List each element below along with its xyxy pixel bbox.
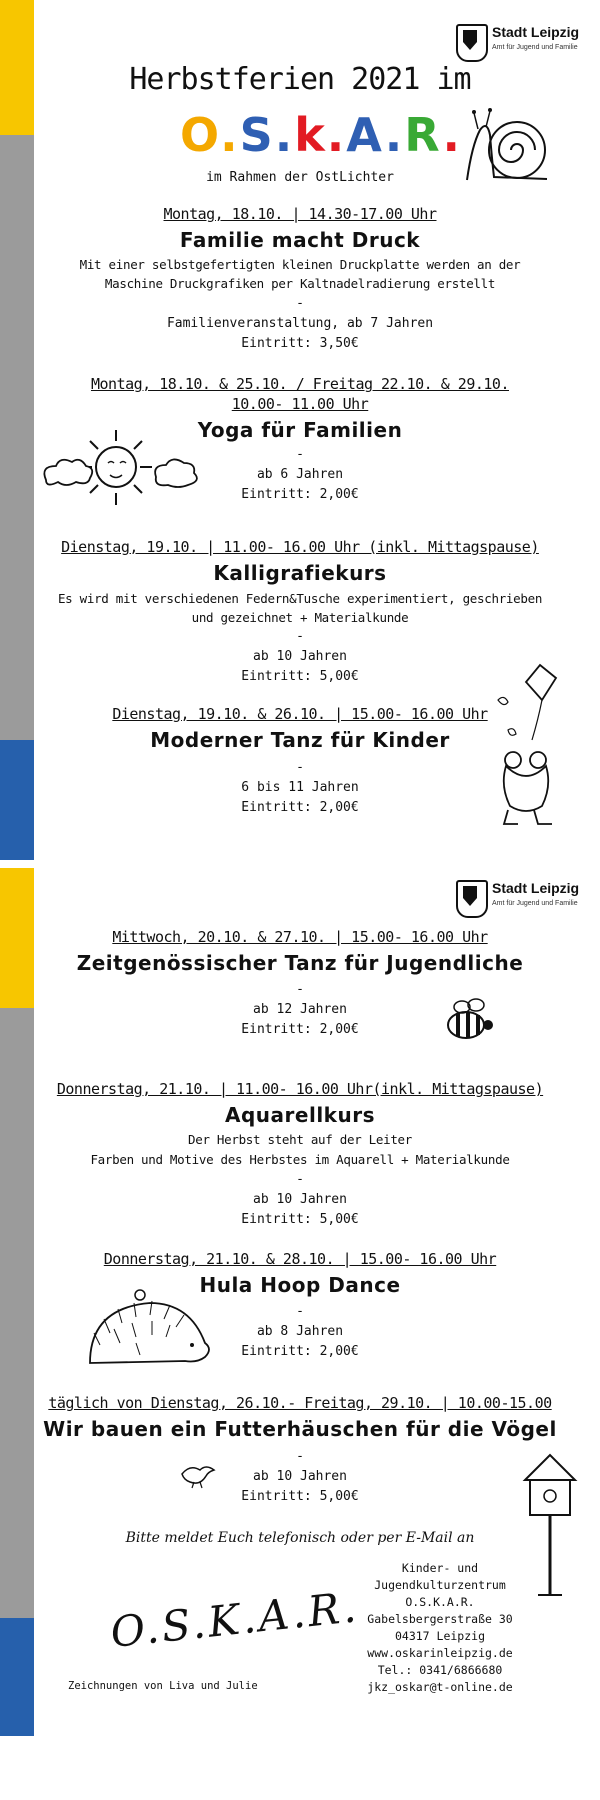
event-8-age: ab 10 Jahren bbox=[253, 1469, 347, 1484]
event-7-fee: Eintritt: 2,00€ bbox=[241, 1344, 359, 1359]
contact-line: Tel.: 0341/6866680 bbox=[377, 1663, 503, 1677]
oskar-letter: . bbox=[220, 108, 240, 162]
event-4-separator: - bbox=[296, 760, 304, 775]
event-4-fee: Eintritt: 2,00€ bbox=[241, 800, 359, 815]
event-8-separator: - bbox=[296, 1449, 304, 1464]
logo-name: Stadt Leipzig bbox=[492, 880, 580, 896]
event-8-date: täglich von Dienstag, 26.10.- Freitag, 29.10. | 10.00-15.00 bbox=[48, 1394, 552, 1412]
event-3-fee: Eintritt: 5,00€ bbox=[241, 669, 359, 684]
event-3-desc-2: und gezeichnet + Materialkunde bbox=[191, 610, 409, 625]
contact-line: O.S.K.A.R. bbox=[405, 1595, 475, 1609]
event-7-age: ab 8 Jahren bbox=[256, 1324, 344, 1339]
contact-line: jkz_oskar@t-online.de bbox=[367, 1680, 513, 1694]
event-3-separator: - bbox=[296, 629, 304, 644]
event-7-date: Donnerstag, 21.10. & 28.10. | 15.00- 16.00 Uhr bbox=[103, 1250, 497, 1268]
oskar-footer-logo: O.S.K.A.R. bbox=[108, 1582, 362, 1657]
stripe-yellow-top bbox=[0, 0, 34, 135]
cta-text: Bitte meldet Euch telefonisch oder per E-Mail an bbox=[125, 1530, 475, 1546]
event-6-age: ab 10 Jahren bbox=[253, 1192, 347, 1207]
contact-line: Kinder- und bbox=[401, 1561, 479, 1575]
event-4-date: Dienstag, 19.10. & 26.10. | 15.00- 16.00 Uhr bbox=[112, 705, 488, 723]
event-5-title: Zeitgenössischer Tanz für Jugendliche bbox=[76, 951, 524, 975]
bird-drawing bbox=[178, 1460, 218, 1490]
coat-of-arms-icon bbox=[456, 880, 488, 918]
contact-line: www.oskarinleipzig.de bbox=[367, 1646, 513, 1660]
event-5-date: Mittwoch, 20.10. & 27.10. | 15.00- 16.00 Uhr bbox=[112, 928, 488, 946]
stripe-blue-bottom bbox=[0, 1618, 34, 1736]
oskar-letter: . bbox=[326, 108, 347, 162]
event-6-desc-1: Der Herbst steht auf der Leiter bbox=[188, 1132, 412, 1147]
coat-of-arms-icon bbox=[456, 24, 488, 62]
frog-kite-drawing bbox=[478, 660, 588, 830]
oskar-letter: O bbox=[180, 108, 221, 162]
event-4-age: 6 bis 11 Jahren bbox=[241, 780, 359, 795]
event-1-fee: Eintritt: 3,50€ bbox=[241, 336, 359, 351]
stripe-yellow-bottom bbox=[0, 868, 34, 1008]
event-7-separator: - bbox=[296, 1304, 304, 1319]
event-4-title: Moderner Tanz für Kinder bbox=[150, 728, 450, 752]
event-3-date: Dienstag, 19.10. | 11.00- 16.00 Uhr (inkl. Mittagspause) bbox=[61, 538, 539, 556]
oskar-letter: A bbox=[346, 108, 385, 162]
oskar-letter: k bbox=[294, 108, 327, 162]
event-1-date: Montag, 18.10. | 14.30-17.00 Uhr bbox=[163, 205, 437, 223]
event-5-fee: Eintritt: 2,00€ bbox=[241, 1022, 359, 1037]
subtitle: im Rahmen der OstLichter bbox=[206, 170, 394, 185]
stadt-leipzig-logo bbox=[456, 22, 596, 62]
event-6-separator: - bbox=[296, 1172, 304, 1187]
oskar-wordmark bbox=[180, 108, 462, 162]
drawing-credit: Zeichnungen von Liva und Julie bbox=[68, 1680, 258, 1692]
snail-drawing bbox=[462, 105, 552, 190]
stripe-blue-top bbox=[0, 740, 34, 860]
event-7-title: Hula Hoop Dance bbox=[199, 1273, 401, 1297]
event-8-title: Wir bauen ein Futterhäuschen für die Vögel bbox=[43, 1417, 557, 1441]
event-2-date-1: Montag, 18.10. & 25.10. / Freitag 22.10. & 29.10. bbox=[90, 375, 509, 393]
event-3-title: Kalligrafiekurs bbox=[213, 561, 387, 585]
event-1-desc-2: Maschine Druckgrafiken per Kaltnadelradierung erstellt bbox=[104, 276, 496, 291]
event-1-desc-1: Mit einer selbstgefertigten kleinen Druckplatte werden an der bbox=[79, 257, 521, 272]
logo-department: Amt für Jugend und Familie bbox=[492, 900, 578, 907]
event-2-fee: Eintritt: 2,00€ bbox=[241, 487, 359, 502]
contact-block bbox=[340, 1560, 540, 1696]
event-3-desc-1: Es wird mit verschiedenen Federn&Tusche experimentiert, geschrieben bbox=[57, 591, 543, 606]
stripe-grey-top bbox=[0, 135, 34, 740]
event-3-age: ab 10 Jahren bbox=[253, 649, 347, 664]
event-8-fee: Eintritt: 5,00€ bbox=[241, 1489, 359, 1504]
sun-cloud-drawing bbox=[38, 425, 208, 515]
event-1-age: Familienveranstaltung, ab 7 Jahren bbox=[166, 316, 434, 331]
hedgehog-drawing bbox=[80, 1285, 215, 1375]
event-2-date-2: 10.00- 11.00 Uhr bbox=[231, 395, 369, 413]
logo-name: Stadt Leipzig bbox=[492, 24, 580, 40]
logo-department: Amt für Jugend und Familie bbox=[492, 44, 578, 51]
event-5-age: ab 12 Jahren bbox=[253, 1002, 347, 1017]
page-title: Herbstferien 2021 im bbox=[129, 62, 471, 97]
contact-line: 04317 Leipzig bbox=[394, 1629, 485, 1643]
event-6-date: Donnerstag, 21.10. | 11.00- 16.00 Uhr(inkl. Mittagspause) bbox=[56, 1080, 544, 1098]
event-6-desc-2: Farben und Motive des Herbstes im Aquarell + Materialkunde bbox=[90, 1152, 510, 1167]
event-1-title: Familie macht Druck bbox=[179, 228, 421, 252]
oskar-letter: . bbox=[274, 108, 295, 162]
stripe-grey-bottom bbox=[0, 1008, 34, 1618]
contact-line: Jugendkulturzentrum bbox=[374, 1578, 506, 1592]
event-5-separator: - bbox=[296, 982, 304, 997]
oskar-letter: S bbox=[239, 108, 275, 162]
bee-drawing bbox=[438, 995, 498, 1045]
event-6-title: Aquarellkurs bbox=[225, 1103, 375, 1127]
stadt-leipzig-logo-2 bbox=[456, 878, 596, 918]
event-6-fee: Eintritt: 5,00€ bbox=[241, 1212, 359, 1227]
oskar-letter: . bbox=[384, 108, 405, 162]
event-1-separator: - bbox=[296, 296, 304, 311]
contact-line: Gabelsbergerstraße 30 bbox=[367, 1612, 513, 1626]
event-2-age: ab 6 Jahren bbox=[256, 467, 344, 482]
oskar-letter: R bbox=[404, 108, 443, 162]
event-2-title: Yoga für Familien bbox=[197, 418, 403, 442]
event-2-separator: - bbox=[296, 447, 304, 462]
oskar-letter: . bbox=[442, 108, 462, 162]
